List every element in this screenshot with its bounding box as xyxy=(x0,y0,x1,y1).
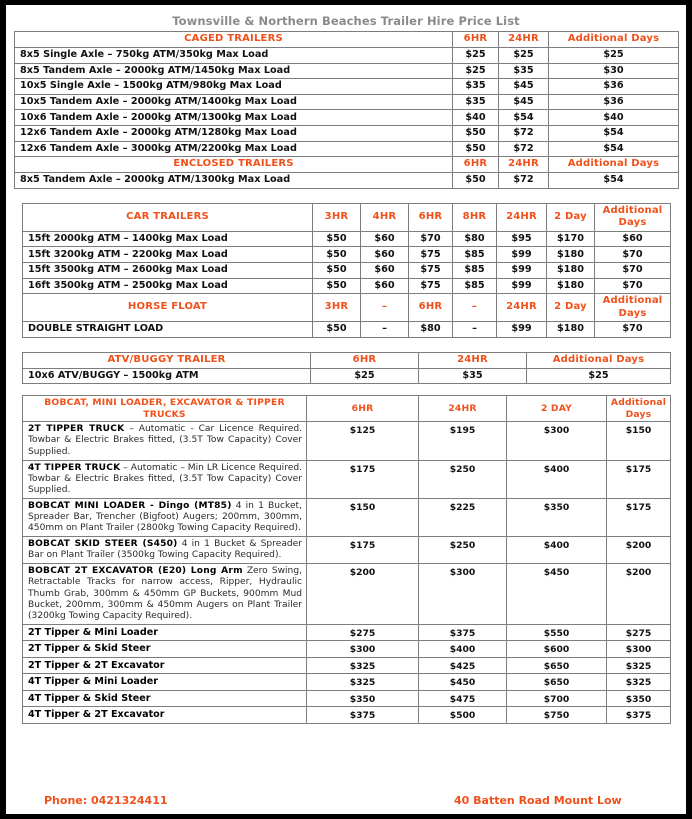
row-description: 8x5 Single Axle – 750kg ATM/350kg Max Load xyxy=(15,48,453,64)
car-header-24hr: 24HR xyxy=(497,203,547,231)
row-price-24hr: $99 xyxy=(497,262,547,278)
row-price-24hr: $300 xyxy=(419,564,507,624)
bobcat-header-24hr: 24HR xyxy=(419,396,507,422)
row-price-6hr: $50 xyxy=(453,173,499,189)
row-price-6hr: $50 xyxy=(453,141,499,157)
row-price-6hr: $200 xyxy=(307,564,419,624)
atv-header-additional-days: Additional Days xyxy=(527,352,671,368)
row-price-8hr: $85 xyxy=(453,247,497,263)
row-description: DOUBLE STRAIGHT LOAD xyxy=(23,322,313,338)
bobcat-body xyxy=(23,396,671,724)
table-row xyxy=(23,460,671,498)
table-row xyxy=(23,674,671,691)
atv-header-6hr: 6HR xyxy=(311,352,419,368)
row-price-24hr: $54 xyxy=(499,110,549,126)
row-price-24hr: $450 xyxy=(419,674,507,691)
row-price-24hr: $250 xyxy=(419,460,507,498)
table-row xyxy=(23,657,671,674)
row-description xyxy=(23,498,307,536)
row-price-additional: $36 xyxy=(549,94,679,110)
row-price-24hr: $95 xyxy=(497,231,547,247)
car-header-2day: 2 Day xyxy=(547,203,595,231)
row-description xyxy=(23,564,307,624)
row-price-24hr: $45 xyxy=(499,79,549,95)
bobcat-table xyxy=(22,395,671,724)
row-item-title: BOBCAT MINI LOADER - Dingo (MT85) xyxy=(28,500,232,511)
atv-buggy-body xyxy=(23,352,671,384)
row-description: 15ft 3200kg ATM – 2200kg Max Load xyxy=(23,247,313,263)
row-description xyxy=(23,460,307,498)
caged-header-additional-days: Additional Days xyxy=(549,32,679,48)
row-description: 4T Tipper & Skid Steer xyxy=(23,690,307,707)
row-price-2day: $350 xyxy=(507,498,607,536)
row-price-2day: $450 xyxy=(507,564,607,624)
table-row xyxy=(15,79,679,95)
row-item-title: 4T TIPPER TRUCK xyxy=(28,462,121,473)
row-price-additional: $275 xyxy=(607,624,671,641)
bobcat-header-6hr: 6HR xyxy=(307,396,419,422)
row-description: 8x5 Tandem Axle – 2000kg ATM/1300kg Max Load xyxy=(15,173,453,189)
row-description: 4T Tipper & 2T Excavator xyxy=(23,707,307,724)
enclosed-header-title: ENCLOSED TRAILERS xyxy=(15,157,453,173)
row-price-additional: $200 xyxy=(607,564,671,624)
row-price-2day: $700 xyxy=(507,690,607,707)
row-price-additional: $36 xyxy=(549,79,679,95)
row-price-24hr: $72 xyxy=(499,173,549,189)
row-price-3hr: $50 xyxy=(313,278,361,294)
row-price-3hr: $50 xyxy=(313,247,361,263)
car-trailers-table xyxy=(22,203,671,338)
row-price-6hr: $275 xyxy=(307,624,419,641)
row-price-additional: $300 xyxy=(607,641,671,658)
row-price-2day: $300 xyxy=(507,422,607,460)
row-price-6hr: $50 xyxy=(453,125,499,141)
row-price-8hr: $80 xyxy=(453,231,497,247)
price-list-page xyxy=(6,5,686,814)
row-price-6hr: $25 xyxy=(311,368,419,384)
car-header-3hr: 3HR xyxy=(313,203,361,231)
enclosed-header-additional-days: Additional Days xyxy=(549,157,679,173)
table-row xyxy=(15,173,679,189)
row-price-additional: $70 xyxy=(595,247,671,263)
car-trailers-body xyxy=(23,203,671,337)
table-row xyxy=(23,564,671,624)
row-description: 2T Tipper & Mini Loader xyxy=(23,624,307,641)
row-price-3hr: $50 xyxy=(313,262,361,278)
table-row xyxy=(23,322,671,338)
row-price-24hr: $99 xyxy=(497,322,547,338)
row-price-2day: $170 xyxy=(547,231,595,247)
horse-float-header-dash1: – xyxy=(361,294,409,322)
table-row xyxy=(23,368,671,384)
row-price-additional: $54 xyxy=(549,125,679,141)
row-price-2day: $650 xyxy=(507,657,607,674)
row-price-6hr: $25 xyxy=(453,48,499,64)
row-price-24hr: $400 xyxy=(419,641,507,658)
horse-float-header-dash2: – xyxy=(453,294,497,322)
row-price-additional: $200 xyxy=(607,537,671,564)
row-description: 10x5 Single Axle – 1500kg ATM/980kg Max Load xyxy=(15,79,453,95)
row-price-24hr: $425 xyxy=(419,657,507,674)
row-price-6hr: $35 xyxy=(453,79,499,95)
row-price-24hr: $25 xyxy=(499,48,549,64)
table-row xyxy=(23,690,671,707)
car-header-4hr: 4HR xyxy=(361,203,409,231)
row-item-detail: – Automatic – Min LR Licence Required. Towbar & Electric Brakes fitted, (3.5T Tow Capacity) Cover Supplied. xyxy=(28,462,302,495)
row-price-additional: $30 xyxy=(549,63,679,79)
table-row xyxy=(15,125,679,141)
row-price-additional: $325 xyxy=(607,674,671,691)
row-price-additional: $54 xyxy=(549,141,679,157)
row-price-24hr: $45 xyxy=(499,94,549,110)
caged-header-title: CAGED TRAILERS xyxy=(15,32,453,48)
row-price-6hr: $80 xyxy=(409,322,453,338)
row-price-additional: $375 xyxy=(607,707,671,724)
row-description: 12x6 Tandem Axle – 3000kg ATM/2200kg Max Load xyxy=(15,141,453,157)
row-price-additional: $60 xyxy=(595,231,671,247)
atv-header-24hr: 24HR xyxy=(419,352,527,368)
row-price-24hr: $375 xyxy=(419,624,507,641)
row-price-6hr: $150 xyxy=(307,498,419,536)
row-price-4hr: $60 xyxy=(361,262,409,278)
row-price-6hr: $350 xyxy=(307,690,419,707)
row-price-8hr: $85 xyxy=(453,262,497,278)
horse-float-header-3hr: 3HR xyxy=(313,294,361,322)
bobcat-header-title: BOBCAT, MINI LOADER, EXCAVATOR & TIPPER TRUCKS xyxy=(23,396,307,422)
row-price-additional: $70 xyxy=(595,262,671,278)
row-price-24hr: $475 xyxy=(419,690,507,707)
table-row xyxy=(23,422,671,460)
row-price-6hr: $40 xyxy=(453,110,499,126)
row-price-24hr: $72 xyxy=(499,141,549,157)
table-row xyxy=(15,63,679,79)
row-price-2day: $750 xyxy=(507,707,607,724)
table-row xyxy=(23,641,671,658)
bobcat-header-additional-days: Additional Days xyxy=(607,396,671,422)
row-price-6hr: $75 xyxy=(409,262,453,278)
row-price-6hr: $300 xyxy=(307,641,419,658)
table-row xyxy=(23,707,671,724)
horse-float-header-title: HORSE FLOAT xyxy=(23,294,313,322)
row-price-dash2: – xyxy=(453,322,497,338)
row-price-dash1: – xyxy=(361,322,409,338)
car-header-additional-days: Additional Days xyxy=(595,203,671,231)
horse-float-header-additional-days: Additional Days xyxy=(595,294,671,322)
row-price-2day: $180 xyxy=(547,247,595,263)
bobcat-section xyxy=(6,395,686,724)
row-price-6hr: $70 xyxy=(409,231,453,247)
row-description xyxy=(23,422,307,460)
caged-trailers-body xyxy=(15,32,679,189)
row-item-detail: 4 in 1 Bucket & Spreader Bar on Plant Trailer (3500kg Towing Capacity Required). xyxy=(28,539,302,561)
row-price-24hr: $225 xyxy=(419,498,507,536)
table-row xyxy=(15,141,679,157)
row-price-6hr: $25 xyxy=(453,63,499,79)
row-price-6hr: $175 xyxy=(307,537,419,564)
table-row xyxy=(23,498,671,536)
car-header-title: CAR TRAILERS xyxy=(23,203,313,231)
page-footer xyxy=(6,794,686,810)
table-row xyxy=(23,231,671,247)
row-price-8hr: $85 xyxy=(453,278,497,294)
enclosed-header-6hr: 6HR xyxy=(453,157,499,173)
row-description: 10x6 Tandem Axle – 2000kg ATM/1300kg Max Load xyxy=(15,110,453,126)
row-price-6hr: $325 xyxy=(307,674,419,691)
row-price-4hr: $60 xyxy=(361,278,409,294)
section-spacer xyxy=(6,384,686,395)
row-price-24hr: $195 xyxy=(419,422,507,460)
car-header-8hr: 8HR xyxy=(453,203,497,231)
row-price-24hr: $35 xyxy=(499,63,549,79)
bobcat-header-2day: 2 DAY xyxy=(507,396,607,422)
row-item-title: 2T TIPPER TRUCK xyxy=(28,424,125,435)
row-description xyxy=(23,537,307,564)
footer-address: 40 Batten Road Mount Low xyxy=(454,794,622,807)
row-item-title: BOBCAT 2T EXCAVATOR (E20) Long Arm xyxy=(28,566,243,577)
row-description: 10x6 ATV/BUGGY – 1500kg ATM xyxy=(23,368,311,384)
row-price-6hr: $325 xyxy=(307,657,419,674)
row-price-4hr: $60 xyxy=(361,231,409,247)
row-item-detail: 4 in 1 Bucket, Spreader Bar, Trencher (Bigfoot) Augers; 200mm, 300mm, 450mm on Plant Trailer (2800kg Towing Capacity Required). xyxy=(28,500,303,534)
row-description: 15ft 2000kg ATM – 1400kg Max Load xyxy=(23,231,313,247)
table-row xyxy=(23,247,671,263)
row-price-2day: $400 xyxy=(507,537,607,564)
table-row xyxy=(15,48,679,64)
row-price-6hr: $175 xyxy=(307,460,419,498)
table-subheader-row xyxy=(23,294,671,322)
row-price-additional: $150 xyxy=(607,422,671,460)
row-price-4hr: $60 xyxy=(361,247,409,263)
table-row xyxy=(15,94,679,110)
row-price-2day: $550 xyxy=(507,624,607,641)
row-price-6hr: $35 xyxy=(453,94,499,110)
row-price-2day: $180 xyxy=(547,278,595,294)
row-price-24hr: $500 xyxy=(419,707,507,724)
row-price-additional: $25 xyxy=(549,48,679,64)
row-description: 8x5 Tandem Axle – 2000kg ATM/1450kg Max Load xyxy=(15,63,453,79)
car-trailers-section xyxy=(6,203,686,338)
table-header-row xyxy=(23,352,671,368)
row-description: 4T Tipper & Mini Loader xyxy=(23,674,307,691)
page-title: Townsville & Northern Beaches Trailer Hire Price List xyxy=(172,14,520,28)
row-price-additional: $54 xyxy=(549,173,679,189)
caged-trailers-section xyxy=(6,31,686,189)
row-price-24hr: $72 xyxy=(499,125,549,141)
row-price-additional: $70 xyxy=(595,322,671,338)
section-spacer xyxy=(6,338,686,352)
horse-float-header-24hr: 24HR xyxy=(497,294,547,322)
row-price-3hr: $50 xyxy=(313,322,361,338)
row-price-6hr: $75 xyxy=(409,278,453,294)
row-price-2day: $650 xyxy=(507,674,607,691)
row-price-additional: $25 xyxy=(527,368,671,384)
row-description: 10x5 Tandem Axle – 2000kg ATM/1400kg Max Load xyxy=(15,94,453,110)
table-row xyxy=(23,262,671,278)
car-header-6hr: 6HR xyxy=(409,203,453,231)
table-header-row xyxy=(23,203,671,231)
row-price-6hr: $375 xyxy=(307,707,419,724)
atv-buggy-table xyxy=(22,352,671,385)
table-header-row xyxy=(15,32,679,48)
row-price-additional: $175 xyxy=(607,460,671,498)
row-price-3hr: $50 xyxy=(313,231,361,247)
section-spacer xyxy=(6,189,686,203)
caged-header-24hr: 24HR xyxy=(499,32,549,48)
atv-buggy-section xyxy=(6,352,686,385)
row-price-2day: $180 xyxy=(547,322,595,338)
footer-phone: Phone: 0421324411 xyxy=(44,794,168,807)
row-price-6hr: $125 xyxy=(307,422,419,460)
row-price-24hr: $35 xyxy=(419,368,527,384)
row-item-detail: – Automatic - Car Licence Required. Towbar & Electric Brakes fitted, (3.5T Tow Capacity) Cover Supplied. xyxy=(28,424,302,457)
row-price-24hr: $99 xyxy=(497,247,547,263)
table-subheader-row xyxy=(15,157,679,173)
row-price-2day: $400 xyxy=(507,460,607,498)
row-price-additional: $175 xyxy=(607,498,671,536)
atv-header-title: ATV/BUGGY TRAILER xyxy=(23,352,311,368)
row-price-additional: $350 xyxy=(607,690,671,707)
caged-trailers-table xyxy=(14,31,679,189)
enclosed-header-24hr: 24HR xyxy=(499,157,549,173)
row-description: 2T Tipper & 2T Excavator xyxy=(23,657,307,674)
row-price-6hr: $75 xyxy=(409,247,453,263)
row-price-additional: $325 xyxy=(607,657,671,674)
row-description: 15ft 3500kg ATM – 2600kg Max Load xyxy=(23,262,313,278)
horse-float-header-2day: 2 Day xyxy=(547,294,595,322)
row-price-additional: $70 xyxy=(595,278,671,294)
row-price-24hr: $99 xyxy=(497,278,547,294)
table-row xyxy=(23,624,671,641)
table-header-row xyxy=(23,396,671,422)
caged-header-6hr: 6HR xyxy=(453,32,499,48)
row-description: 16ft 3500kg ATM – 2500kg Max Load xyxy=(23,278,313,294)
row-price-2day: $180 xyxy=(547,262,595,278)
table-row xyxy=(15,110,679,126)
table-row xyxy=(23,537,671,564)
row-item-title: BOBCAT SKID STEER (S450) xyxy=(28,539,178,550)
row-price-24hr: $250 xyxy=(419,537,507,564)
row-description: 2T Tipper & Skid Steer xyxy=(23,641,307,658)
horse-float-header-6hr: 6HR xyxy=(409,294,453,322)
row-description: 12x6 Tandem Axle – 2000kg ATM/1280kg Max Load xyxy=(15,125,453,141)
row-item-detail: Zero Swing, Retractable Tracks for narrow access, Ripper, Hydraulic Thumb Grab, 300mm & 450mm GP Buckets, 900mm Mud Bucket, 200mm, 300mm & 450mm Augers on Plant Trailer (3200kg Towing Capacity Required). xyxy=(28,566,302,621)
row-price-additional: $40 xyxy=(549,110,679,126)
table-row xyxy=(23,278,671,294)
row-price-2day: $600 xyxy=(507,641,607,658)
